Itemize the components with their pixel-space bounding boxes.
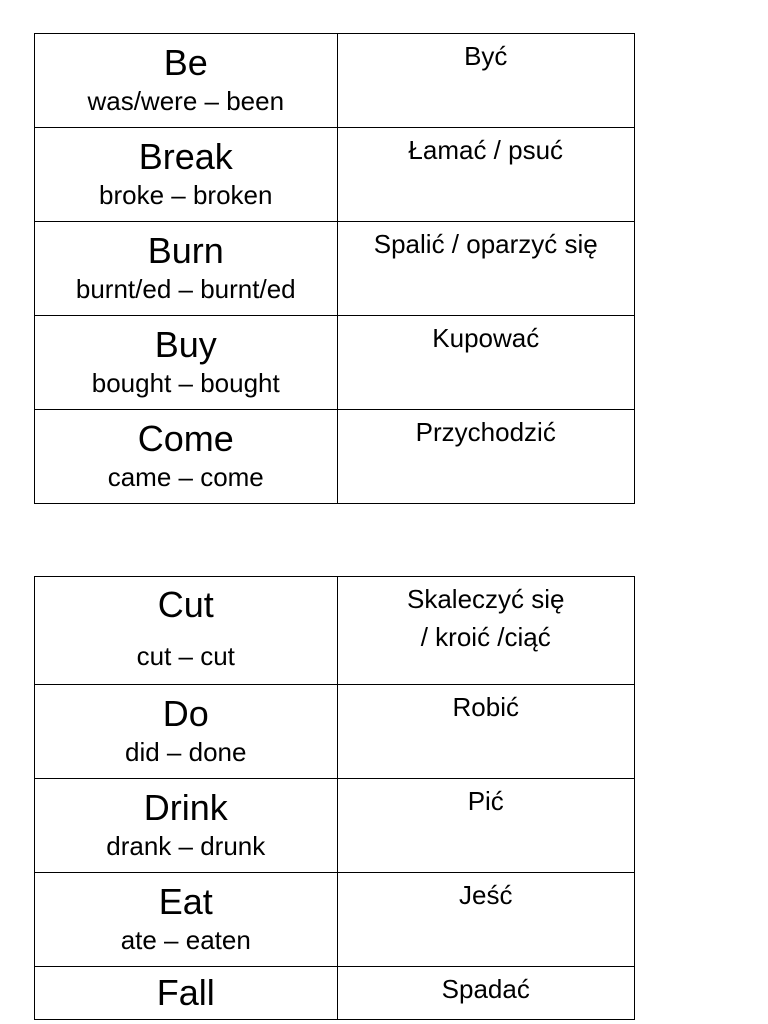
verb-table-1 — [34, 33, 635, 504]
table-row — [35, 128, 635, 222]
verb-infinitive: Eat — [158, 881, 213, 922]
translation-cell — [337, 873, 635, 967]
verb-cell — [35, 222, 338, 316]
verb-infinitive: Be — [163, 42, 208, 83]
verb-cell — [35, 34, 338, 128]
verb-translation: Łamać / psuć — [408, 135, 564, 165]
table-row — [35, 316, 635, 410]
verb-infinitive: Break — [138, 136, 233, 177]
verb-infinitive: Do — [162, 693, 209, 734]
table-row — [35, 222, 635, 316]
verb-translation: Spadać — [441, 974, 530, 1004]
verb-infinitive: Buy — [154, 324, 217, 365]
verb-infinitive: Come — [137, 418, 234, 459]
verb-forms: bought – bought — [91, 368, 280, 398]
table-row — [35, 779, 635, 873]
verb-cell — [35, 967, 338, 1020]
verb-translation: Przychodzić — [415, 417, 556, 447]
verb-forms: broke – broken — [99, 180, 273, 210]
verb-forms: ate – eaten — [120, 925, 251, 955]
verb-cell — [35, 779, 338, 873]
translation-cell — [337, 128, 635, 222]
table-row — [35, 410, 635, 504]
verb-translation: Spalić / oparzyć się — [373, 229, 598, 259]
translation-cell — [337, 410, 635, 504]
verb-translation: Jeść — [459, 880, 513, 910]
verb-infinitive: Burn — [147, 230, 224, 271]
verb-cell — [35, 410, 338, 504]
verb-forms: burnt/ed – burnt/ed — [75, 274, 296, 304]
translation-cell — [337, 685, 635, 779]
verb-cell — [35, 128, 338, 222]
verb-cell — [35, 685, 338, 779]
verb-infinitive: Fall — [156, 972, 215, 1013]
translation-cell — [337, 967, 635, 1020]
table-row — [35, 967, 635, 1020]
verb-table-2 — [34, 576, 635, 1020]
verb-translation: Kupować — [432, 323, 540, 353]
verb-translation: Skaleczyć się / kroić /ciąć — [407, 584, 565, 652]
translation-cell — [337, 222, 635, 316]
verb-forms: cut – cut — [136, 641, 235, 671]
verb-infinitive: Cut — [157, 584, 214, 625]
table-row — [35, 34, 635, 128]
table-row — [35, 577, 635, 685]
table-row — [35, 685, 635, 779]
translation-cell — [337, 34, 635, 128]
verb-infinitive: Drink — [143, 787, 228, 828]
verb-translation: Pić — [467, 786, 504, 816]
verb-translation: Być — [464, 41, 508, 71]
verb-forms: drank – drunk — [106, 831, 266, 861]
verb-translation: Robić — [452, 692, 519, 722]
verb-forms: did – done — [125, 737, 247, 767]
translation-cell — [337, 316, 635, 410]
verb-cell — [35, 873, 338, 967]
verb-forms: was/were – been — [87, 86, 285, 116]
table-row — [35, 873, 635, 967]
translation-cell — [337, 577, 635, 685]
verb-cell — [35, 316, 338, 410]
verb-forms: came – come — [107, 462, 264, 492]
verb-cell — [35, 577, 338, 685]
translation-cell — [337, 779, 635, 873]
